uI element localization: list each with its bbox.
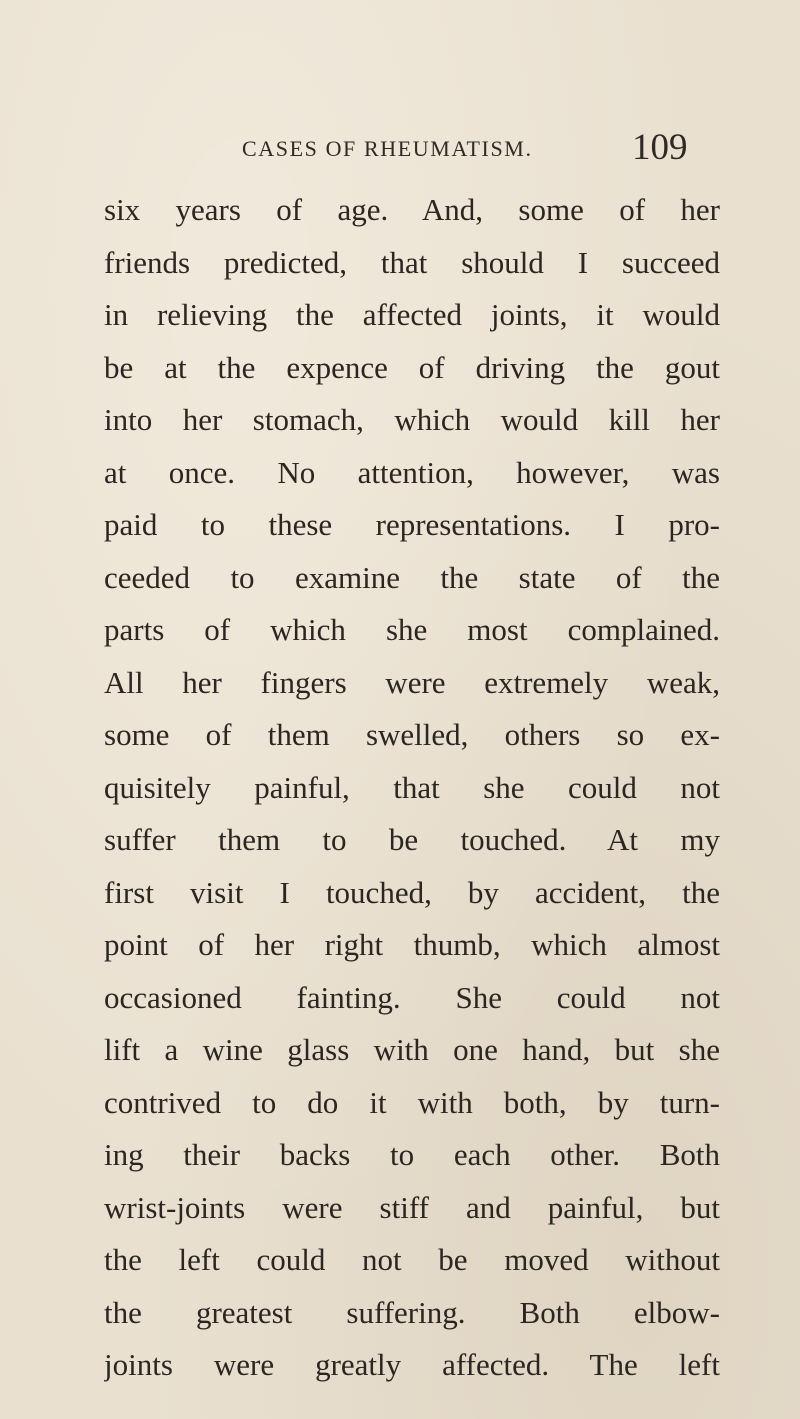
text-line: paid to these representations. I pro- [104,507,720,542]
text-line: All her fingers were extremely weak, [104,664,720,700]
text-line: at once. No attention, however, was [104,454,720,490]
text-line: the greatest suffering. Both elbow- [104,1294,720,1330]
text-line: ceeded to examine the state of the [104,559,720,595]
text-line: parts of which she most complained. [104,612,720,647]
text-line: into her stomach, which would kill her [104,402,720,437]
text-line: in relieving the affected joints, it would [104,297,720,332]
text-line: ing their backs to each other. Both [104,1137,720,1172]
text-line: six years of age. And, some of her [104,192,720,227]
body-text [104,184,720,1392]
text-line: suffer them to be touched. At my [104,822,720,857]
text-line: point of her right thumb, which almost [104,927,720,962]
text-line: joints were greatly affected. The left [104,1347,720,1382]
text-line: the left could not be moved without [104,1242,720,1277]
text-line: contrived to do it with both, by turn- [104,1084,720,1120]
text-line: friends predicted, that should I succeed [104,244,720,280]
running-title: CASES OF RHEUMATISM. [242,136,533,161]
text-line: quisitely painful, that she could not [104,769,720,805]
page-number: 109 [632,127,688,168]
text-line: lift a wine glass with one hand, but she [104,1032,720,1067]
text-line: wrist-joints were stiff and painful, but [104,1189,720,1225]
text-line: first visit I touched, by accident, the [104,874,720,910]
text-line: be at the expence of driving the gout [104,349,720,385]
text-line: some of them swelled, others so ex- [104,717,720,752]
text-line: occasioned fainting. She could not [104,979,720,1015]
running-head [0,126,800,176]
